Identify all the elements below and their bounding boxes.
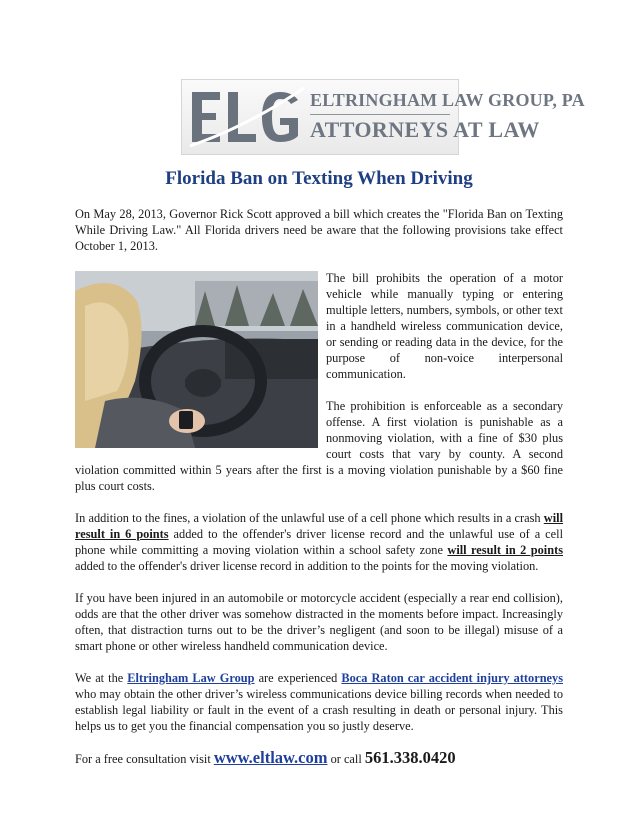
injury-paragraph: If you have been injured in an automobile or motorcycle accident (especially a rear end collision), odds are that the other driver was somehow distracted in the moments before impact. Increasingly often, that distraction turns out to be the driver’s negligent (and soon to be illegal) misuse of a smart phone or other wireless handheld communication device. xyxy=(75,591,563,653)
texting-driver-image xyxy=(75,271,318,448)
boca-raton-attorneys-link[interactable]: Boca Raton car accident injury attorneys xyxy=(341,671,564,685)
firm-name: ELTRINGHAM LAW GROUP, PA xyxy=(310,90,585,110)
firm-tagline: ATTORNEYS AT LAW xyxy=(310,117,540,142)
article-body xyxy=(75,206,563,783)
phone-number: 561.338.0420 xyxy=(364,748,456,767)
bill-section xyxy=(75,270,563,494)
firm-text: are experienced xyxy=(254,671,342,685)
firm-paragraph xyxy=(75,670,563,734)
firm-text: We at the xyxy=(75,671,128,685)
prohibition-paragraph: The prohibition is enforceable as a secondary offense. A first violation is punishable as a nonmoving violation, with a fine of $30 plus court costs that vary by county. A second violation committed within 5 years after the first is a moving violation punishable by a $60 fine plus court costs. xyxy=(75,399,563,493)
texting-driver-photo xyxy=(75,271,318,448)
page-title: Florida Ban on Texting When Driving xyxy=(165,168,473,189)
firm-logo xyxy=(181,79,585,155)
contact-middle: or call xyxy=(327,752,365,766)
website-link[interactable]: www.eltlaw.com xyxy=(213,748,328,767)
penalty-text: In addition to the fines, a violation of the unlawful use of a cell phone which results in a crash xyxy=(75,511,544,525)
two-points-emphasis: will result in 2 points xyxy=(447,543,564,557)
firm-text: who may obtain the other driver’s wireless communications device billing records when needed to establish legal liability or fault in the event of a crash resulting in death or personal injury. This helps us to get you the financial compensation you so justly deserve. xyxy=(75,687,563,733)
eltringham-law-group-link[interactable]: Eltringham Law Group xyxy=(127,671,255,685)
penalty-text: added to the offender's driver license record and the unlawful use of a cell phone while committing a moving violation within a school safety zone xyxy=(75,527,564,557)
bill-paragraph: The bill prohibits the operation of a motor vehicle while manually typing or entering multiple letters, numbers, symbols, or other text in a handheld wireless communication device, or sending or reading data in the device, for the purpose of non-voice interpersonal communication. xyxy=(326,271,563,381)
six-points-emphasis: will result in 6 points xyxy=(75,511,563,541)
logo-divider xyxy=(310,114,450,115)
contact-line xyxy=(75,750,563,767)
contact-prefix: For a free consultation visit xyxy=(75,752,214,766)
penalty-paragraph xyxy=(75,510,563,574)
intro-paragraph: On May 28, 2013, Governor Rick Scott approved a bill which creates the "Florida Ban on Texting While Driving Law." All Florida drivers need be aware that the following provisions take effect October 1, 2013. xyxy=(75,207,563,253)
elg-monogram-icon xyxy=(188,86,306,148)
penalty-text: added to the offender's driver license record in addition to the points for the moving violation. xyxy=(75,559,539,573)
